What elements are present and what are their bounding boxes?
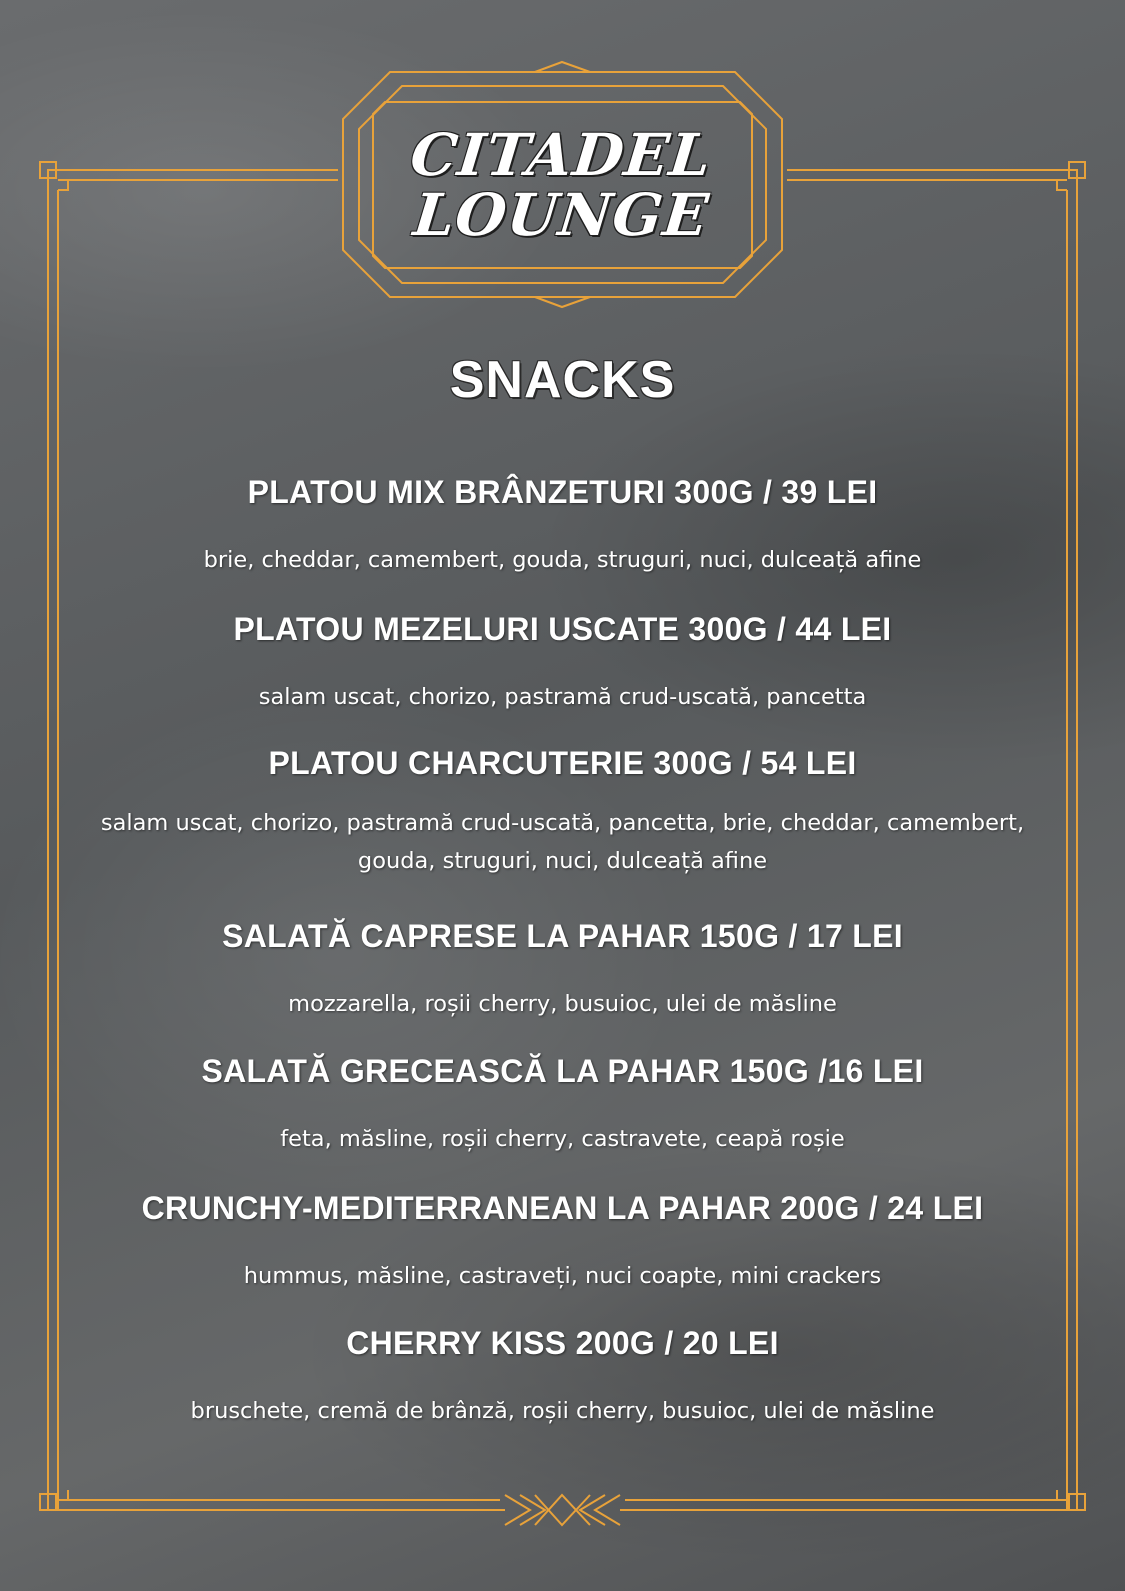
menu-item-name: PLATOU MEZELURI USCATE 300G / 44 LEI: [233, 611, 892, 647]
menu-item: [90, 745, 1035, 880]
section-title: SNACKS: [449, 351, 676, 409]
menu-item-name: PLATOU MIX BRÂNZETURI 300G / 39 LEI: [247, 474, 878, 510]
menu-item: [90, 1190, 1035, 1295]
brand-line-1: CITADEL: [407, 120, 715, 189]
menu-item-name: PLATOU CHARCUTERIE 300G / 54 LEI: [268, 745, 857, 781]
menu-item: [90, 918, 1035, 1023]
menu-item-desc: feta, măsline, roșii cherry, castravete, ceapă roșie: [280, 1126, 845, 1152]
menu-item-name: CRUNCHY-MEDITERRANEAN LA PAHAR 200G / 24 LEI: [141, 1190, 984, 1226]
menu-item-desc: salam uscat, chorizo, pastramă crud-uscată, pancetta, brie, cheddar, camembert, gouda, struguri, nuci, dulceață afine: [100, 810, 1025, 874]
menu-item: [90, 611, 1035, 716]
menu-item-desc: hummus, măsline, castraveți, nuci coapte, mini crackers: [243, 1263, 882, 1289]
menu-item-desc: salam uscat, chorizo, pastramă crud-uscată, pancetta: [258, 684, 867, 710]
menu-item: [90, 474, 1035, 579]
menu-item-desc: brie, cheddar, camembert, gouda, struguri, nuci, dulceață afine: [203, 547, 922, 573]
menu-item-name: SALATĂ GRECEASCĂ LA PAHAR 150G /16 LEI: [201, 1053, 924, 1089]
brand-logo: [352, 92, 770, 277]
menu-item-desc: bruschete, cremă de brânză, roșii cherry, busuioc, ulei de măsline: [190, 1398, 935, 1424]
menu-item: [90, 1325, 1035, 1430]
menu-item-desc: mozzarella, roșii cherry, busuioc, ulei de măsline: [288, 991, 837, 1017]
menu-item: [90, 1053, 1035, 1158]
menu-item-name: CHERRY KISS 200G / 20 LEI: [346, 1325, 779, 1361]
menu-item-name: SALATĂ CAPRESE LA PAHAR 150G / 17 LEI: [222, 918, 903, 954]
brand-line-2: LOUNGE: [410, 180, 712, 249]
